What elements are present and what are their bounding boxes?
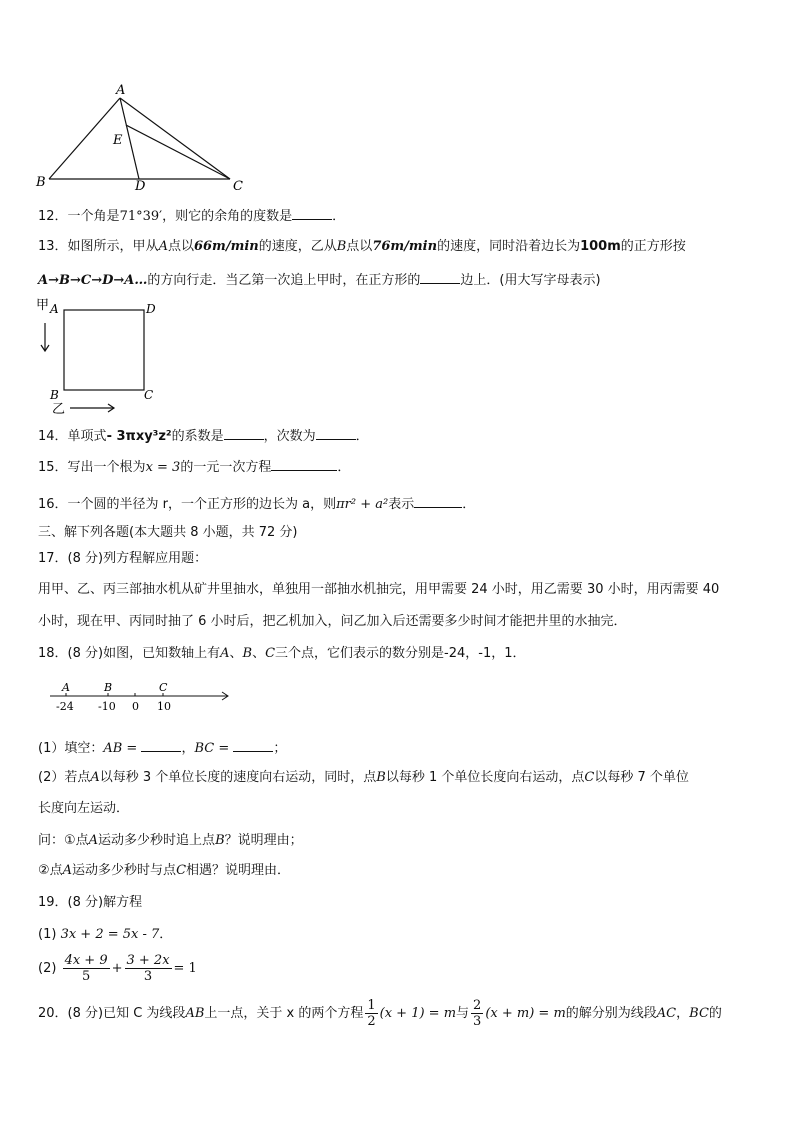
answer-blank (316, 425, 356, 440)
q13-point-b: B (336, 239, 347, 254)
q13-text: 的速度，乙从 (258, 239, 337, 254)
q13-text: 的速度，同时沿着边长为 (437, 239, 581, 254)
q18-text: 、 (229, 646, 243, 661)
numerator: 1 (367, 998, 376, 1013)
label-yi: 乙 (52, 402, 66, 417)
q16-text: 表示 (388, 497, 415, 512)
label-d: D (146, 302, 156, 316)
question-18-ask-2 (38, 861, 290, 881)
q13-text: 边上．(用大写字母表示) (460, 273, 601, 288)
q15-text: 的一元一次方程 (180, 460, 272, 475)
fraction (125, 953, 172, 984)
q18-text: (1）填空： (38, 741, 104, 756)
question-number: 12． (38, 209, 68, 224)
question-20 (38, 995, 722, 1033)
question-19-header: 19．(8 分)解方程 (38, 895, 143, 910)
question-number: 16． (38, 497, 68, 512)
q12-angle: 71°39′ (119, 209, 163, 224)
q20-text: ， (676, 1006, 690, 1021)
q18-point-b: B (242, 646, 253, 661)
question-18-part-1 (38, 737, 286, 759)
q18-text: ②点 (38, 863, 63, 878)
arrow-right-icon (70, 404, 114, 412)
q18-text: (2）若点 (38, 770, 91, 785)
question-15 (38, 456, 350, 478)
q19-text: ． (159, 927, 173, 942)
question-number: 14． (38, 429, 68, 444)
q14-monomial: - 3πxy³z² (106, 429, 172, 444)
answer-blank (420, 269, 460, 284)
q18-text: 以每秒 7 个单位 (594, 770, 689, 785)
q13-text: 如图所示，甲从 (67, 239, 159, 254)
point-label-a: A (62, 681, 70, 694)
question-17-line-2: 小时，现在甲、丙同时抽了 6 小时后，把乙机加入，问乙加入后还需要多少时间才能把井里的水抽完． (38, 614, 627, 629)
answer-blank (233, 737, 273, 752)
q18-text: 以每秒 1 个单位长度向右运动，点 (385, 770, 585, 785)
q12-text-c: ． (332, 209, 346, 224)
q18-point-a: A (90, 770, 100, 785)
q18-ab: AB = (103, 741, 138, 756)
question-18-ask-1 (38, 831, 303, 851)
question-19-part-2 (38, 950, 197, 988)
question-17-header: 17．(8 分)列方程解应用题： (38, 551, 208, 566)
denominator: 2 (367, 1014, 376, 1029)
q13-text: 的正方形按 (620, 239, 686, 254)
q20-equation-2: (x + m) = m (485, 1006, 566, 1021)
q16-text: ． (462, 497, 476, 512)
question-number: 13． (38, 239, 68, 254)
label-c: C (144, 388, 154, 402)
q12-text-b: ，则它的余角的度数是 (162, 209, 293, 224)
label-e: E (113, 133, 123, 148)
tick-label: 0 (132, 700, 139, 713)
question-16 (38, 493, 475, 515)
q14-text: 单项式 (67, 429, 107, 444)
q20-ac: AC (656, 1006, 677, 1021)
q18-point-c: C (584, 770, 595, 785)
q15-text: ． (337, 460, 351, 475)
number-line-figure (46, 678, 236, 718)
question-number: 15． (38, 460, 68, 475)
arrow-down-icon (41, 323, 49, 351)
q13-text: 的方向行走．当乙第一次追上甲时，在正方形的 (147, 273, 421, 288)
q18-text: ？说明理由； (224, 833, 303, 848)
q13-side-length: 100m (580, 239, 621, 254)
question-18-header (38, 644, 526, 664)
fraction (63, 953, 110, 984)
rhs: = 1 (173, 961, 197, 976)
question-18-part-2-line-2: 长度向左运动． (38, 801, 130, 816)
q13-point-a: A (158, 239, 168, 254)
q13-text: 点以 (346, 239, 373, 254)
q14-text: 的系数是 (171, 429, 224, 444)
q18-text: 相遇？说明理由． (186, 863, 291, 878)
q20-bc: BC (689, 1006, 709, 1021)
q14-text: ，次数为 (263, 429, 316, 444)
q18-text: 18．(8 分)如图，已知数轴上有 (38, 646, 221, 661)
q20-equation-1: (x + 1) = m (379, 1006, 457, 1021)
denominator: 3 (143, 969, 153, 984)
q20-ab: AB (185, 1006, 205, 1021)
q18-text: ， (181, 741, 195, 756)
q18-point-c: C (176, 863, 187, 878)
q18-point-c: C (265, 646, 276, 661)
q20-text: 的解分别为线段 (565, 1006, 657, 1021)
q13-speed-yi: 76m/min (372, 239, 438, 254)
point-label-b: B (104, 681, 113, 694)
numerator: 2 (473, 998, 482, 1013)
tick-label: 10 (157, 700, 171, 713)
point-label-c: C (159, 681, 168, 694)
q13-route: A→B→C→D→A… (38, 273, 148, 288)
denominator: 3 (473, 1014, 482, 1029)
edge-ab (49, 98, 120, 179)
section-title: 三、解下列各题(本大题共 8 小题，共 72 分) (38, 525, 298, 540)
question-13-line-1 (38, 237, 686, 257)
q20-text: 20．(8 分)已知 C 为线段 (38, 1006, 186, 1021)
answer-blank (271, 456, 337, 471)
q20-text: 上一点，关于 x 的两个方程 (204, 1006, 364, 1021)
q13-text: 点以 (167, 239, 194, 254)
q15-root: x = 3 (145, 460, 181, 475)
q18-text: 运动多少秒时与点 (72, 863, 177, 878)
q18-point-b: B (215, 833, 225, 848)
q16-text: 一个圆的半径为 r，一个正方形的边长为 a，则 (67, 497, 337, 512)
q18-point-b: B (376, 770, 386, 785)
label-d: D (135, 179, 146, 194)
label-a: A (116, 83, 126, 98)
denominator: 5 (81, 969, 91, 984)
answer-blank (292, 205, 332, 220)
q15-text: 写出一个根为 (67, 460, 146, 475)
q18-text: 、 (252, 646, 266, 661)
label-jia: 甲 (36, 298, 50, 313)
question-12 (38, 205, 345, 227)
q18-text: 三个点，它们表示的数分别是-24，-1，1． (275, 646, 526, 661)
q18-text: ； (273, 741, 287, 756)
numerator: 4x + 9 (64, 953, 108, 968)
triangle-figure (30, 80, 260, 195)
q18-bc: BC = (194, 741, 230, 756)
label-c: C (233, 179, 243, 194)
square-figure (34, 293, 164, 419)
q12-text-a: 一个角是 (67, 209, 120, 224)
fraction (471, 998, 483, 1029)
label-b: B (50, 388, 59, 402)
question-14 (38, 425, 369, 447)
q16-expression: πr² + a² (336, 497, 389, 512)
q18-point-a: A (88, 833, 99, 848)
part-label: (2) (38, 961, 57, 976)
question-18-part-2-line-1 (38, 768, 689, 788)
q18-text: 问：①点 (38, 833, 89, 848)
q20-text: 的 (708, 1006, 722, 1021)
label-b: B (36, 175, 46, 190)
label-a: A (50, 302, 59, 316)
question-19-part-1 (38, 925, 172, 945)
answer-blank (414, 493, 462, 508)
q20-text: 与 (456, 1006, 470, 1021)
answer-blank (224, 425, 264, 440)
segment-ec (126, 125, 230, 179)
part-label: (1) (38, 927, 57, 942)
square (64, 310, 144, 390)
plus-sign: + (111, 961, 123, 976)
numerator: 3 + 2x (126, 953, 170, 968)
q14-text: ． (355, 429, 369, 444)
answer-blank (141, 737, 181, 752)
tick-label: -10 (98, 700, 116, 713)
q18-text: 以每秒 3 个单位长度的速度向右运动，同时，点 (99, 770, 377, 785)
question-17-line-1: 用甲、乙、丙三部抽水机从矿井里抽水，单独用一部抽水机抽完，用甲需要 24 小时，用乙需要 30 小时，用丙需要 40 (38, 582, 720, 597)
q18-point-a: A (220, 646, 230, 661)
q13-speed-jia: 66m/min (193, 239, 259, 254)
q18-text: 运动多少秒时追上点 (98, 833, 216, 848)
fraction (365, 998, 377, 1029)
question-13-line-2 (38, 269, 601, 291)
q19-equation-1: 3x + 2 = 5x - 7 (60, 927, 160, 942)
q18-point-a: A (62, 863, 73, 878)
tick-label: -24 (56, 700, 74, 713)
